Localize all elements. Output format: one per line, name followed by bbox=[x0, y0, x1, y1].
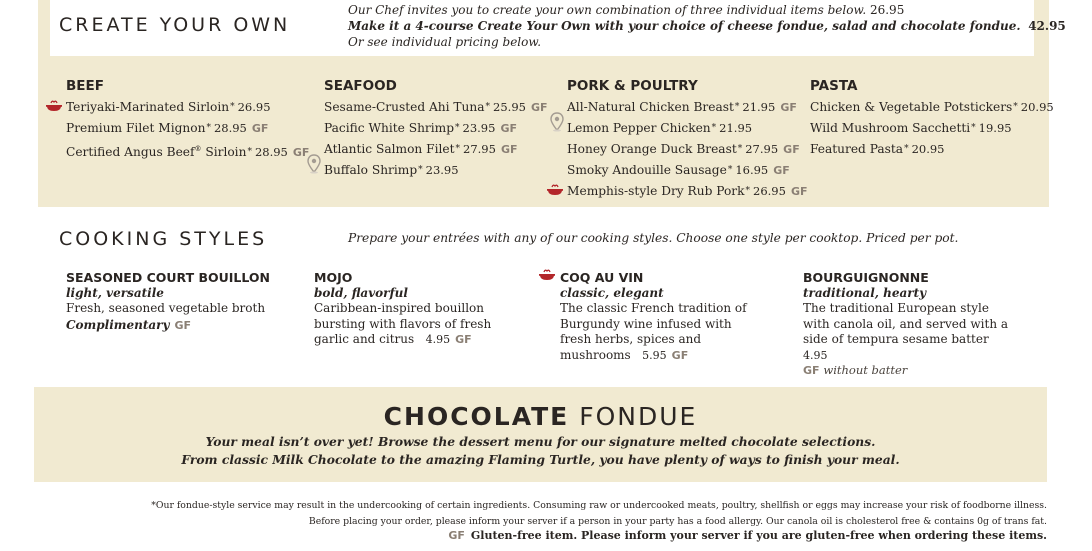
style-subtitle: traditional, hearty bbox=[803, 286, 927, 300]
item-name: All-Natural Chicken Breast bbox=[567, 100, 734, 114]
style-description: The classic French tradition of Burgundy wine infused with fresh herbs, spices and mushrooms bbox=[560, 301, 747, 362]
category-heading: SEAFOOD bbox=[324, 78, 397, 94]
menu-item bbox=[567, 139, 800, 160]
menu-item bbox=[324, 139, 517, 160]
asterisk: * bbox=[711, 123, 717, 133]
menu-item bbox=[567, 181, 808, 202]
asterisk: * bbox=[734, 102, 740, 112]
menu-item bbox=[567, 97, 797, 118]
title-light: FONDUE bbox=[569, 402, 698, 431]
item-name: Lemon Pepper Chicken bbox=[567, 121, 711, 135]
footer-gf-legend bbox=[448, 529, 1047, 542]
gf-badge: GF bbox=[448, 529, 465, 542]
menu-item bbox=[66, 97, 271, 118]
item-name: Sesame-Crusted Ahi Tuna bbox=[324, 100, 485, 114]
item-price: 19.95 bbox=[978, 121, 1012, 135]
style-mojo bbox=[314, 270, 519, 348]
style-price: 4.95 bbox=[425, 333, 451, 346]
item-name: Featured Pasta bbox=[810, 142, 904, 156]
gf-badge: GF bbox=[783, 143, 800, 156]
intro-line-3: Or see individual pricing below. bbox=[348, 35, 542, 49]
asterisk: * bbox=[455, 144, 460, 154]
item-price: 26.95 bbox=[753, 184, 786, 198]
style-price: 4.95 bbox=[803, 348, 828, 362]
style-subtitle: classic, elegant bbox=[560, 286, 664, 300]
category-heading: PASTA bbox=[810, 78, 858, 94]
gf-badge: GF bbox=[500, 122, 517, 135]
gf-badge: GF bbox=[780, 101, 797, 114]
chocolate-line-1: Your meal isn’t over yet! Browse the dessert menu for our signature melted chocolate selections. bbox=[205, 434, 876, 449]
asterisk: * bbox=[971, 123, 976, 133]
category-heading: PORK & POULTRY bbox=[567, 78, 698, 94]
item-name: Buffalo Shrimp bbox=[324, 163, 418, 177]
gf-badge: GF bbox=[174, 318, 191, 332]
style-price-label: Complimentary bbox=[66, 317, 170, 332]
asterisk: * bbox=[247, 147, 252, 158]
style-name: MOJO bbox=[314, 270, 353, 285]
gf-badge: GF bbox=[671, 348, 689, 362]
style-name: BOURGUIGNONNE bbox=[803, 270, 929, 285]
item-price: 28.95 bbox=[254, 145, 288, 160]
asterisk: * bbox=[745, 186, 751, 196]
chocolate-fondue-title bbox=[34, 402, 1047, 431]
chocolate-line-2: From classic Milk Chocolate to the amazing Flaming Turtle, you have plenty of ways to finish your meal. bbox=[181, 452, 900, 467]
item-price: 23.95 bbox=[425, 163, 459, 177]
style-court-bouillon bbox=[66, 270, 306, 333]
cooking-styles-intro: Prepare your entrées with any of our cooking styles. Choose one style per cooktop. Priced per pot. bbox=[348, 231, 959, 245]
chef-pot-icon bbox=[538, 268, 556, 282]
menu-item bbox=[810, 118, 1012, 139]
item-name: Teriyaki-Marinated Sirloin bbox=[66, 100, 230, 114]
item-price: 21.95 bbox=[719, 121, 753, 135]
menu-item bbox=[567, 160, 790, 181]
menu-item bbox=[66, 139, 309, 160]
footer-allergy-note: Before placing your order, please inform your server if a person in your party has a food allergy. Our canola oil is cholesterol free & contains 0g of trans fat. bbox=[308, 516, 1047, 527]
style-name: COQ AU VIN bbox=[560, 270, 644, 285]
gf-note: without batter bbox=[823, 363, 908, 377]
gf-badge: GF bbox=[292, 146, 310, 160]
item-price: 26.95 bbox=[237, 100, 271, 114]
item-name: Atlantic Salmon Filet bbox=[324, 142, 455, 156]
asterisk: * bbox=[418, 165, 423, 175]
intro-line-2: Make it a 4-course Create Your Own with your choice of cheese fondue, salad and chocolate fondue. bbox=[348, 19, 1021, 33]
item-price: 23.95 bbox=[462, 121, 496, 135]
item-name: Wild Mushroom Sacchetti bbox=[810, 121, 971, 135]
gf-badge: GF bbox=[803, 364, 820, 377]
item-price: 25.95 bbox=[493, 100, 526, 114]
title-bold: CHOCOLATE bbox=[383, 402, 570, 431]
asterisk: * bbox=[455, 123, 460, 133]
gf-badge: GF bbox=[500, 143, 518, 156]
asterisk: * bbox=[485, 102, 491, 112]
style-bourguignonne bbox=[803, 270, 1013, 379]
gf-badge: GF bbox=[530, 101, 548, 114]
item-name: Memphis-style Dry Rub Pork bbox=[567, 184, 745, 198]
asterisk: * bbox=[1013, 102, 1018, 112]
asterisk: * bbox=[230, 102, 235, 112]
item-price: 27.95 bbox=[463, 142, 496, 156]
style-description: Caribbean-inspired bouillon bursting with flavors of fresh garlic and citrus bbox=[314, 301, 492, 346]
style-subtitle: light, versatile bbox=[66, 286, 164, 300]
gf-badge: GF bbox=[790, 185, 808, 198]
menu-item bbox=[810, 97, 1054, 118]
style-name: SEASONED COURT BOUILLON bbox=[66, 270, 270, 285]
gf-badge: GF bbox=[773, 164, 790, 177]
menu-item bbox=[810, 139, 945, 160]
location-pin-icon bbox=[307, 154, 321, 178]
item-price: 28.95 bbox=[213, 121, 247, 135]
gf-badge: GF bbox=[251, 122, 269, 135]
menu-item bbox=[66, 118, 268, 139]
style-subtitle: bold, flavorful bbox=[314, 286, 408, 300]
intro-price-2: 42.95 bbox=[1028, 19, 1066, 33]
menu-item bbox=[324, 97, 548, 118]
chef-pot-icon bbox=[546, 182, 564, 201]
item-name: Smoky Andouille Sausage bbox=[567, 163, 727, 177]
asterisk: * bbox=[727, 165, 733, 175]
item-name: Pacific White Shrimp bbox=[324, 121, 455, 135]
item-price: 27.95 bbox=[745, 142, 779, 156]
registered-mark: ® bbox=[194, 145, 202, 153]
style-description: The traditional European style with canola oil, and served with a side of tempura sesame batter bbox=[803, 301, 1009, 346]
style-description: Fresh, seasoned vegetable broth bbox=[66, 301, 266, 315]
item-name: Chicken & Vegetable Potstickers bbox=[810, 100, 1013, 114]
item-price: 20.95 bbox=[911, 142, 945, 156]
asterisk: * bbox=[737, 144, 743, 154]
item-price: 20.95 bbox=[1020, 100, 1054, 114]
item-name: Honey Orange Duck Breast bbox=[567, 142, 737, 156]
gf-legend-text: Gluten-free item. Please inform your server if you are gluten-free when ordering these items. bbox=[470, 529, 1047, 542]
location-pin-icon bbox=[550, 112, 564, 136]
intro-line-1: Our Chef invites you to create your own combination of three individual items below. bbox=[348, 3, 867, 17]
item-price: 16.95 bbox=[735, 163, 769, 177]
asterisk: * bbox=[904, 144, 909, 154]
create-your-own-intro bbox=[348, 2, 1066, 50]
item-name-cont: Sirloin bbox=[201, 145, 247, 160]
footer-disclaimer: *Our fondue-style service may result in the undercooking of certain ingredients. Consuming raw or undercooked meats, poultry, shellfish or eggs may increase your risk of foodborne illness. bbox=[151, 500, 1047, 511]
chef-pot-icon bbox=[45, 98, 63, 117]
item-name: Premium Filet Mignon bbox=[66, 121, 206, 135]
style-coq-au-vin bbox=[560, 270, 785, 363]
menu-item bbox=[324, 160, 459, 181]
item-price: 21.95 bbox=[742, 100, 776, 114]
intro-price-1: 26.95 bbox=[869, 3, 905, 17]
item-name: Certified Angus Beef bbox=[66, 145, 195, 160]
style-price: 5.95 bbox=[642, 348, 667, 362]
menu-item bbox=[324, 118, 517, 139]
menu-item bbox=[567, 118, 752, 139]
gf-badge: GF bbox=[455, 333, 472, 346]
asterisk: * bbox=[206, 123, 211, 133]
create-your-own-title: CREATE YOUR OWN bbox=[59, 14, 291, 36]
category-heading: BEEF bbox=[66, 78, 104, 94]
cooking-styles-title: COOKING STYLES bbox=[59, 228, 268, 250]
